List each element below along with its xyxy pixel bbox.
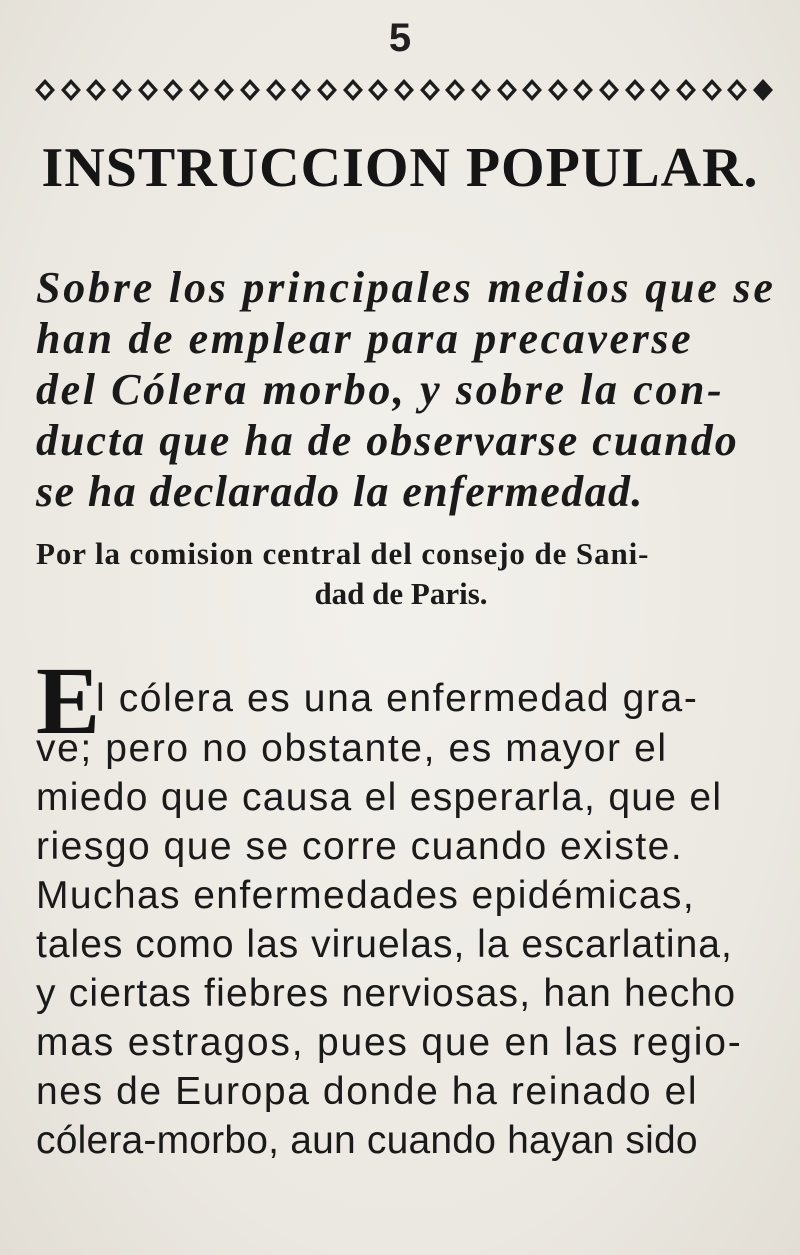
diamond-ornament-icon: [572, 78, 594, 102]
diamond-ornament-icon: [444, 78, 466, 102]
attribution-line: Por la comision central del consejo de Sani-: [36, 536, 650, 571]
subtitle: [36, 262, 776, 517]
diamond-ornament-icon: [342, 78, 364, 102]
diamond-ornament-icon: [265, 78, 287, 102]
body-line: ve; pero no obstante, es mayor el: [36, 727, 668, 770]
diamond-ornament-icon: [290, 78, 312, 102]
diamond-ornament-icon: [85, 78, 107, 102]
diamond-ornament-icon: [188, 78, 210, 102]
diamond-ornament-icon: [60, 78, 82, 102]
ornament-rule: [34, 78, 774, 102]
diamond-ornament-icon: [419, 78, 441, 102]
body-line: y ciertas fiebres nerviosas, han hecho: [36, 972, 737, 1015]
body-paragraph: [36, 647, 766, 1165]
diamond-ornament-icon: [367, 78, 389, 102]
diamond-ornament-icon: [624, 78, 646, 102]
diamond-ornament-icon: [239, 78, 261, 102]
diamond-ornament-icon: [521, 78, 543, 102]
body-line: mas estragos, pues que en las regio-: [36, 1021, 743, 1064]
diamond-ornament-icon: [649, 78, 671, 102]
diamond-ornament-icon: [752, 78, 774, 102]
subtitle-line: Sobre los principales medios que se: [36, 263, 776, 312]
body-line: nes de Europa donde ha reinado el: [36, 1070, 699, 1113]
diamond-ornament-icon: [598, 78, 620, 102]
page-number: 5: [388, 16, 412, 60]
diamond-ornament-icon: [496, 78, 518, 102]
diamond-ornament-icon: [111, 78, 133, 102]
attribution-line: dad de Paris.: [314, 576, 488, 611]
body-line: miedo que causa el esperarla, que el: [36, 776, 723, 819]
diamond-ornament-icon: [34, 78, 56, 102]
diamond-ornament-icon: [470, 78, 492, 102]
body-line: cólera-morbo, aun cuando hayan sido: [36, 1119, 698, 1162]
body-line: Muchas enfermedades epidémicas,: [36, 874, 696, 917]
subtitle-line: han de emplear para precaverse: [36, 314, 694, 363]
diamond-ornament-icon: [393, 78, 415, 102]
body-line: tales como las viruelas, la escarlatina,: [36, 923, 733, 966]
diamond-ornament-icon: [701, 78, 723, 102]
body-line: l cólera es una enfermedad gra-: [96, 677, 699, 720]
diamond-ornament-icon: [213, 78, 235, 102]
diamond-ornament-icon: [547, 78, 569, 102]
subtitle-line: del Cólera morbo, y sobre la con-: [36, 365, 725, 414]
attribution: [36, 534, 766, 614]
body-line: riesgo que se corre cuando existe.: [36, 825, 684, 868]
subtitle-line: se ha declarado la enfermedad.: [36, 467, 644, 516]
subtitle-line: ducta que ha de observarse cuando: [36, 416, 739, 465]
diamond-ornament-icon: [162, 78, 184, 102]
diamond-ornament-icon: [137, 78, 159, 102]
diamond-ornament-icon: [675, 78, 697, 102]
page-title: INSTRUCCION POPULAR.: [41, 137, 759, 199]
diamond-ornament-icon: [316, 78, 338, 102]
diamond-ornament-icon: [726, 78, 748, 102]
drop-cap: E: [36, 647, 101, 754]
